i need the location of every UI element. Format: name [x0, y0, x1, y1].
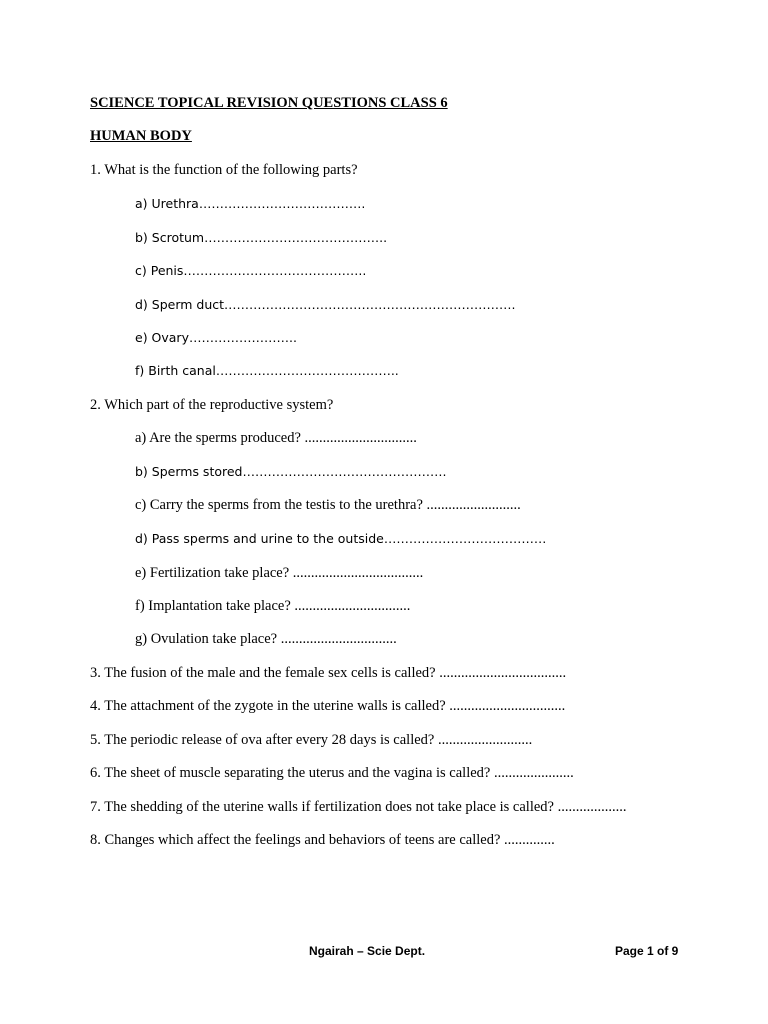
- question-1-item: d) Sperm duct…………………………………………………………….: [135, 297, 516, 312]
- question-7: 7. The shedding of the uterine walls if fertilization does not take place is called? ...................: [90, 799, 627, 815]
- question-2-item: a) Are the sperms produced? ...............................: [135, 430, 417, 446]
- question-1-item: b) Scrotum……………………………………..: [135, 230, 388, 245]
- question-8: 8. Changes which affect the feelings and behaviors of teens are called? ..............: [90, 832, 555, 848]
- question-2-item: f) Implantation take place? ................................: [135, 598, 411, 614]
- question-2-item: c) Carry the sperms from the testis to the urethra? ..........................: [135, 497, 521, 513]
- question-2-item: e) Fertilization take place? ....................................: [135, 565, 424, 581]
- question-2-item: b) Sperms stored………………………………………….: [135, 464, 447, 479]
- question-2-item: d) Pass sperms and urine to the outside…………………………………: [135, 531, 547, 546]
- section-heading: HUMAN BODY: [90, 128, 192, 144]
- question-1-item: c) Penis……………………………………..: [135, 263, 367, 278]
- question-4: 4. The attachment of the zygote in the uterine walls is called? ................................: [90, 698, 566, 714]
- question-2-item: g) Ovulation take place? ................................: [135, 631, 397, 647]
- question-3: 3. The fusion of the male and the female sex cells is called? ...................................: [90, 665, 567, 681]
- question-1-item: a) Urethra………………………………….: [135, 196, 366, 211]
- question-5: 5. The periodic release of ova after every 28 days is called? ..........................: [90, 732, 533, 748]
- question-1-prompt: 1. What is the function of the following parts?: [90, 162, 358, 178]
- document-title: SCIENCE TOPICAL REVISION QUESTIONS CLASS 6: [90, 95, 448, 111]
- question-1-item: f) Birth canal……………………………………..: [135, 363, 399, 378]
- question-1-item: e) Ovary……………………..: [135, 330, 297, 345]
- footer-page-number: Page 1 of 9: [615, 944, 679, 958]
- footer-author: Ngairah – Scie Dept.: [309, 944, 426, 958]
- question-2-prompt: 2. Which part of the reproductive system?: [90, 397, 334, 413]
- question-6: 6. The sheet of muscle separating the uterus and the vagina is called? ......................: [90, 765, 574, 781]
